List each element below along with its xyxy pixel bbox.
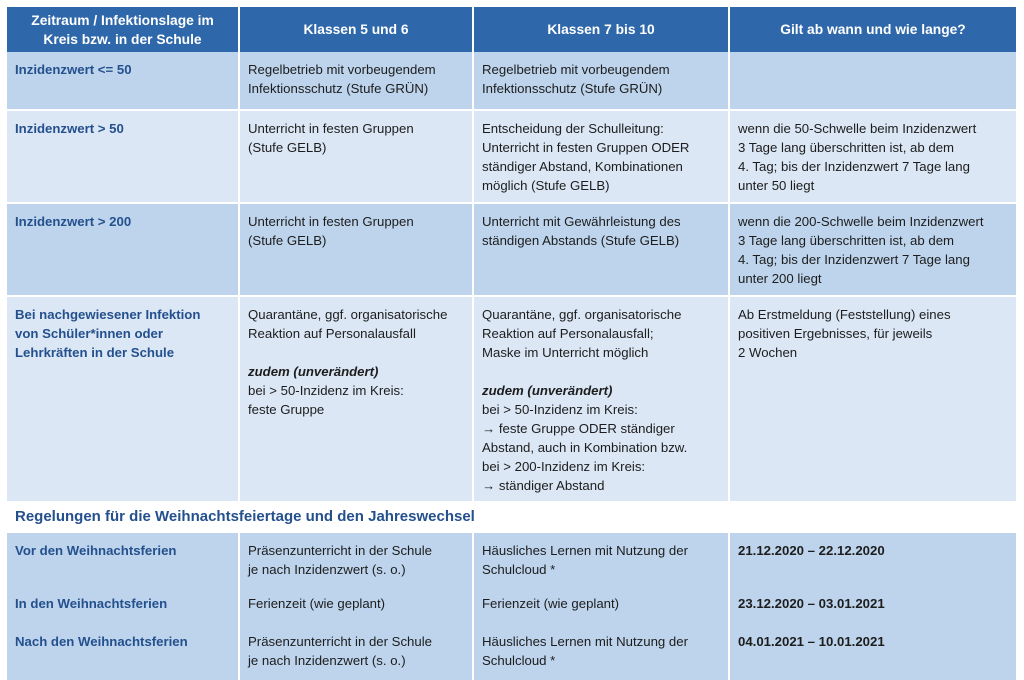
table-row [7, 111, 1016, 204]
row-label: von Schüler*innen oder [15, 326, 164, 341]
cell-line: bei > 200-Inzidenz im Kreis: [482, 459, 646, 474]
cell-line: → ständiger Abstand [482, 478, 605, 493]
emphasis-text: zudem (unverändert) [248, 364, 379, 379]
section-title: Regelungen für die Weihnachtsfeiertage und den Jahreswechsel [7, 501, 1016, 531]
cell-line: Unterricht in festen Gruppen [248, 121, 414, 136]
cell-line: → feste Gruppe ODER ständiger [482, 421, 675, 436]
cell-line: Ferienzeit (wie geplant) [248, 596, 386, 611]
table-row [7, 624, 1016, 680]
cell-line: Präsenzunterricht in der Schule [248, 543, 432, 558]
row-label: Inzidenzwert > 200 [15, 214, 132, 229]
cell-line: ständiger Abstand, Kombinationen [482, 159, 683, 174]
table-row-infection [7, 297, 1016, 501]
cell-line: feste Gruppe [248, 402, 325, 417]
cell-line: Regelbetrieb mit vorbeugendem [248, 62, 436, 77]
header-grades-7-10: Klassen 7 bis 10 [474, 7, 730, 52]
row-label: Inzidenzwert > 50 [15, 121, 124, 136]
cell-line: positiven Ergebnisses, für jeweils [738, 326, 933, 341]
cell-line: Quarantäne, ggf. organisatorische [248, 307, 448, 322]
cell-line: Abstand, auch in Kombination bzw. [482, 440, 688, 455]
cell-line: Regelbetrieb mit vorbeugendem [482, 62, 670, 77]
cell-line: je nach Inzidenzwert (s. o.) [248, 562, 406, 577]
header-validity: Gilt ab wann und wie lange? [730, 7, 1016, 52]
cell-line: unter 200 liegt [738, 271, 822, 286]
row-label: Nach den Weihnachtsferien [15, 634, 188, 649]
header-timeframe: Zeitraum / Infektionslage im Kreis bzw. in der Schule [7, 7, 240, 52]
cell-line: ständigen Abstands (Stufe GELB) [482, 233, 680, 248]
cell-line: Ab Erstmeldung (Feststellung) eines [738, 307, 951, 322]
cell-line: Infektionsschutz (Stufe GRÜN) [482, 81, 663, 96]
cell-line: Maske im Unterricht möglich [482, 345, 649, 360]
cell-line: Unterricht in festen Gruppen [248, 214, 414, 229]
table-row [7, 531, 1016, 586]
cell-line: Schulcloud * [482, 653, 556, 668]
cell-line: Präsenzunterricht in der Schule [248, 634, 432, 649]
section-title-row [7, 501, 1016, 531]
cell-line: möglich (Stufe GELB) [482, 178, 610, 193]
cell-line: Reaktion auf Personalausfall; [482, 326, 654, 341]
emphasis-text: zudem (unverändert) [482, 383, 613, 398]
cell-line: Reaktion auf Personalausfall [248, 326, 416, 341]
cell-line: 3 Tage lang überschritten ist, ab dem [738, 233, 955, 248]
cell-line: je nach Inzidenzwert (s. o.) [248, 653, 406, 668]
cell-line: 4. Tag; bis der Inzidenzwert 7 Tage lang [738, 159, 970, 174]
table-row [7, 204, 1016, 297]
table-row [7, 586, 1016, 624]
cell-line: (Stufe GELB) [248, 140, 327, 155]
cell-line: Häusliches Lernen mit Nutzung der [482, 634, 688, 649]
cell-line: bei > 50-Inzidenz im Kreis: [482, 402, 638, 417]
regulation-table [7, 7, 1016, 680]
table-header-row [7, 7, 1016, 52]
cell-line: (Stufe GELB) [248, 233, 327, 248]
header-grades-5-6: Klassen 5 und 6 [240, 7, 474, 52]
cell-line: wenn die 200-Schwelle beim Inzidenzwert [738, 214, 984, 229]
cell-line: Unterricht in festen Gruppen ODER [482, 140, 690, 155]
cell-line: wenn die 50-Schwelle beim Inzidenzwert [738, 121, 977, 136]
date-range: 23.12.2020 – 03.01.2021 [738, 596, 885, 611]
row-label: Inzidenzwert <= 50 [15, 62, 132, 77]
cell-line: Häusliches Lernen mit Nutzung der [482, 543, 688, 558]
date-range: 04.01.2021 – 10.01.2021 [738, 634, 885, 649]
row-label: In den Weihnachtsferien [15, 596, 168, 611]
cell-line: bei > 50-Inzidenz im Kreis: [248, 383, 404, 398]
table-row [7, 52, 1016, 111]
cell-line: 2 Wochen [738, 345, 798, 360]
cell-line: 4. Tag; bis der Inzidenzwert 7 Tage lang [738, 252, 970, 267]
row-label: Lehrkräften in der Schule [15, 345, 175, 360]
cell-line: Entscheidung der Schulleitung: [482, 121, 664, 136]
cell-line: Infektionsschutz (Stufe GRÜN) [248, 81, 429, 96]
cell-line: Schulcloud * [482, 562, 556, 577]
row-label: Bei nachgewiesener Infektion [15, 307, 201, 322]
cell-line: Unterricht mit Gewährleistung des [482, 214, 681, 229]
cell-line: 3 Tage lang überschritten ist, ab dem [738, 140, 955, 155]
regulation-table-container [7, 7, 1016, 680]
row-label: Vor den Weihnachtsferien [15, 543, 177, 558]
cell-line: unter 50 liegt [738, 178, 815, 193]
cell-line: Ferienzeit (wie geplant) [482, 596, 620, 611]
empty-cell [730, 52, 1016, 111]
date-range: 21.12.2020 – 22.12.2020 [738, 543, 885, 558]
cell-line: Quarantäne, ggf. organisatorische [482, 307, 682, 322]
